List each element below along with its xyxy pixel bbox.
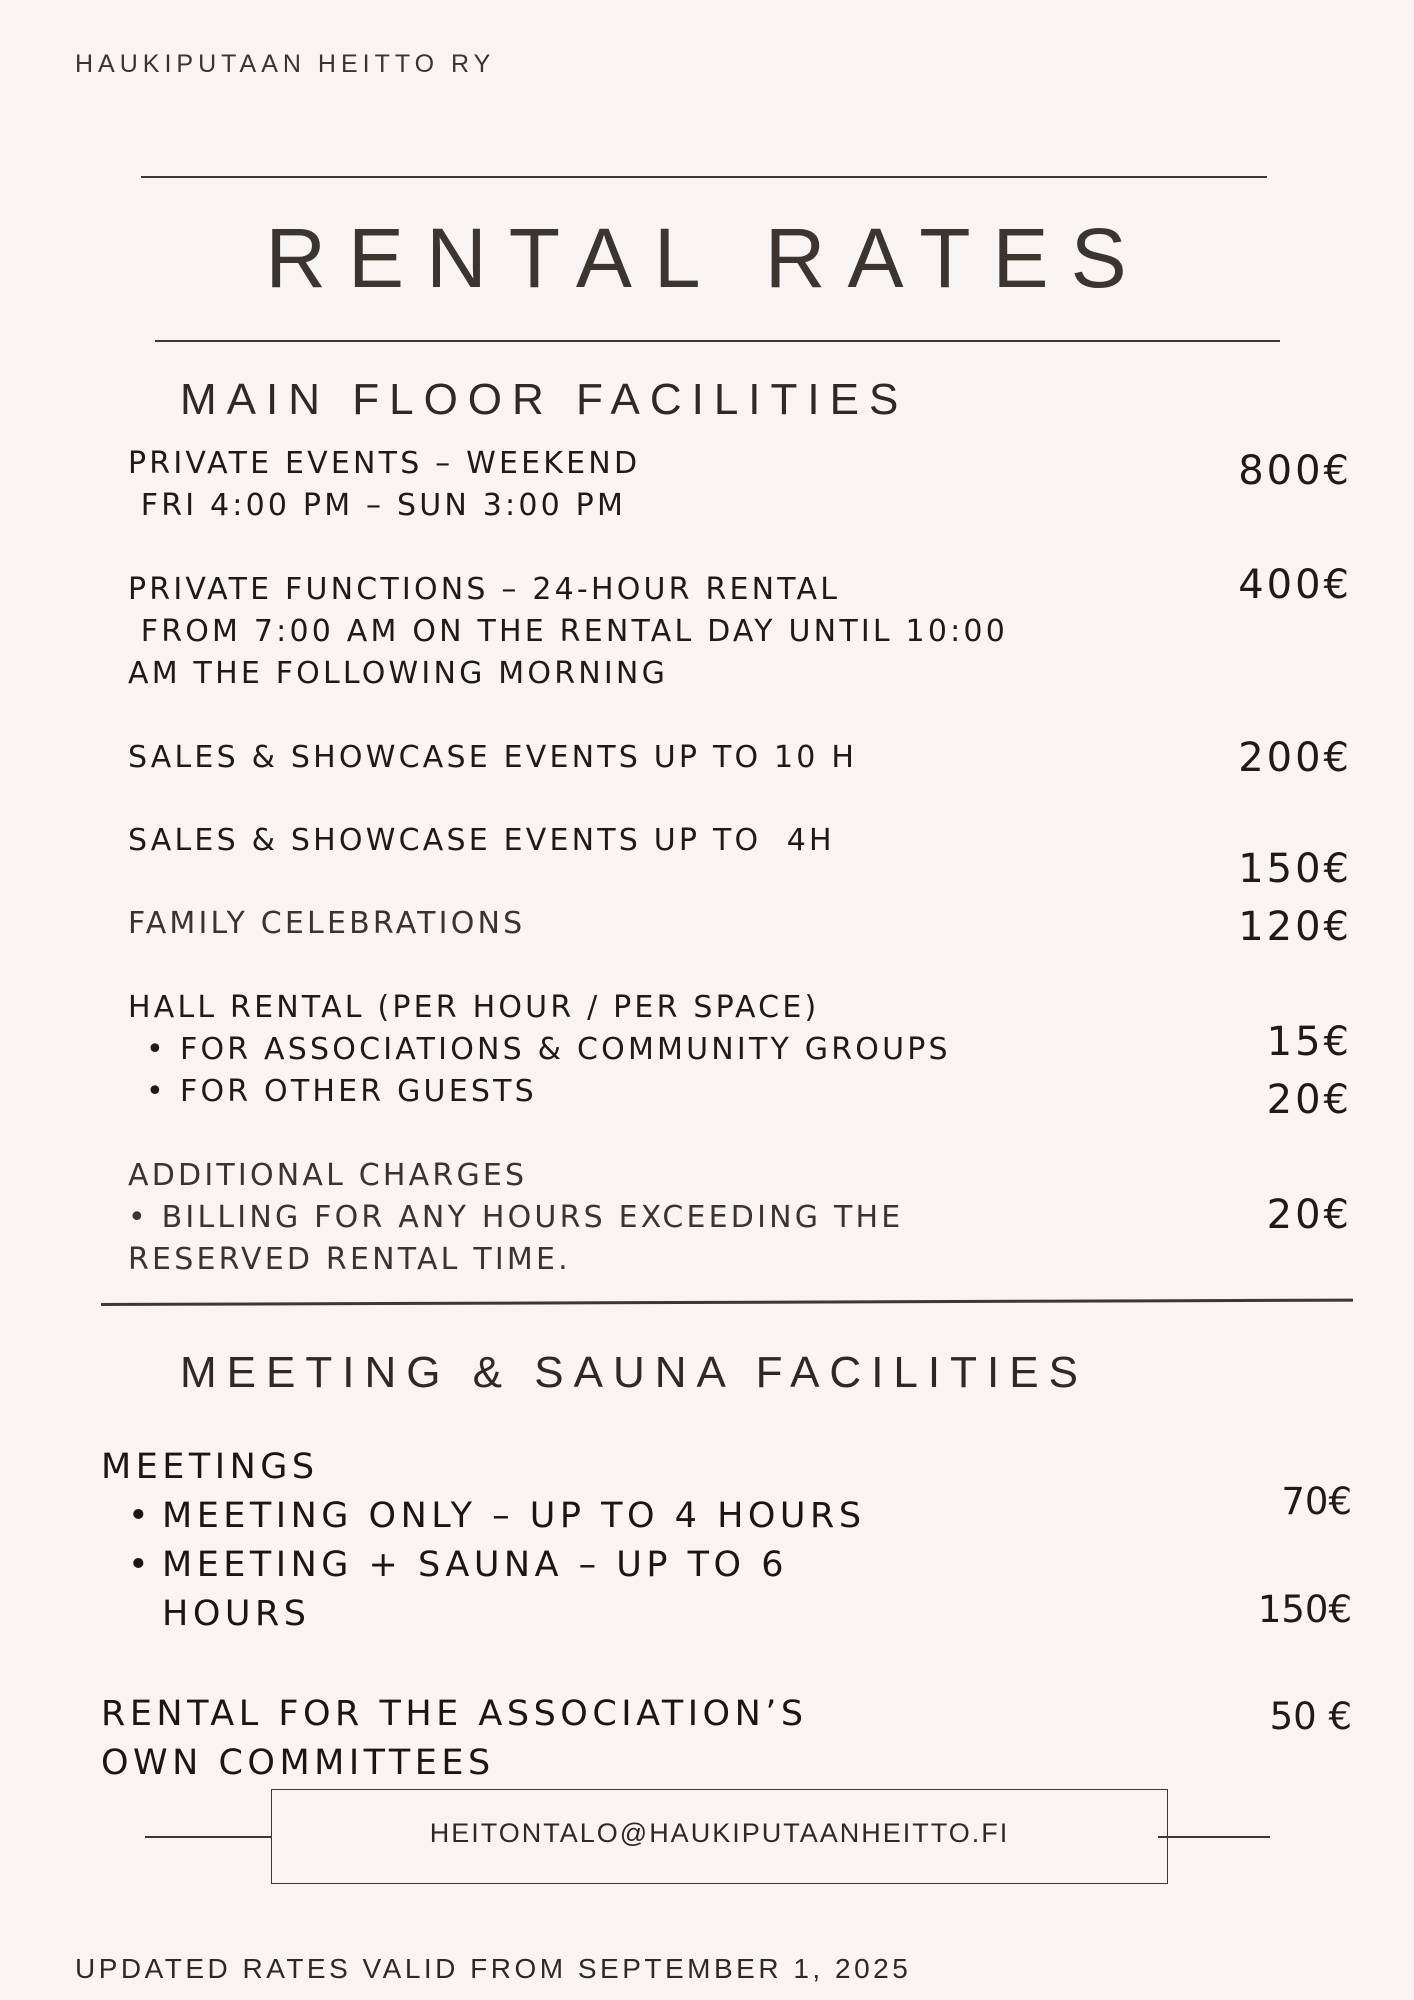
title-bottom-rule: [155, 340, 1280, 342]
additional-charges-line2: RESERVED RENTAL TIME.: [128, 1242, 571, 1277]
hall-assoc-price: 15€: [1266, 1019, 1352, 1065]
section-divider: [101, 1299, 1353, 1306]
page-title: RENTAL RATES: [265, 211, 1149, 305]
committees-price: 50 €: [1269, 1695, 1352, 1738]
meeting-sauna-price: 150€: [1257, 1588, 1352, 1631]
sales-4h-label: SALES & SHOWCASE EVENTS UP TO 4H: [128, 823, 835, 858]
committees-line1: RENTAL FOR THE ASSOCIATION’S: [101, 1694, 808, 1734]
validity-note: UPDATED RATES VALID FROM SEPTEMBER 1, 2025: [75, 1953, 912, 1984]
hall-other-bullet: •: [146, 1074, 167, 1109]
weekend-events-line2: FRI 4:00 PM – SUN 3:00 PM: [128, 488, 627, 523]
hall-assoc-label: FOR ASSOCIATIONS & COMMUNITY GROUPS: [180, 1032, 951, 1067]
sales-10h-price: 200€: [1238, 735, 1352, 781]
sales-10h-label: SALES & SHOWCASE EVENTS UP TO 10 H: [128, 740, 858, 775]
additional-charges-price: 20€: [1266, 1192, 1352, 1238]
additional-charges-label: ADDITIONAL CHARGES: [128, 1158, 528, 1193]
private-functions-line2: FROM 7:00 AM ON THE RENTAL DAY UNTIL 10:00: [128, 614, 1008, 649]
sales-4h-price: 150€: [1238, 846, 1352, 892]
hall-other-label: FOR OTHER GUESTS: [180, 1074, 537, 1109]
hall-assoc-bullet: •: [146, 1032, 167, 1067]
meetings-label: MEETINGS: [101, 1447, 319, 1487]
email-left-rule: [145, 1836, 271, 1838]
private-functions-line1: PRIVATE FUNCTIONS – 24-HOUR RENTAL: [128, 572, 841, 607]
contact-email[interactable]: HEITONTALO@HAUKIPUTAANHEITTO.FI: [429, 1818, 1010, 1848]
meeting-only-label: MEETING ONLY – UP TO 4 HOURS: [162, 1496, 866, 1536]
main-floor-heading: MAIN FLOOR FACILITIES: [180, 375, 909, 424]
private-functions-line3: AM THE FOLLOWING MORNING: [128, 656, 669, 691]
committees-line2: OWN COMMITTEES: [101, 1743, 495, 1783]
hall-rental-label: HALL RENTAL (PER HOUR / PER SPACE): [128, 990, 820, 1025]
family-celebrations-price: 120€: [1238, 904, 1352, 950]
meeting-only-price: 70€: [1281, 1480, 1352, 1523]
meeting-sauna-heading: MEETING & SAUNA FACILITIES: [180, 1348, 1088, 1397]
weekend-events-price: 800€: [1238, 448, 1352, 494]
meeting-only-bullet: •: [128, 1496, 154, 1536]
meeting-sauna-line2: HOURS: [162, 1594, 311, 1634]
family-celebrations-label: FAMILY CELEBRATIONS: [128, 906, 526, 941]
meeting-sauna-bullet: •: [128, 1545, 154, 1585]
title-top-rule: [141, 176, 1267, 178]
email-right-rule: [1158, 1836, 1270, 1838]
hall-other-price: 20€: [1266, 1077, 1352, 1123]
meeting-sauna-line1: MEETING + SAUNA – UP TO 6: [162, 1545, 788, 1585]
weekend-events-line1: PRIVATE EVENTS – WEEKEND: [128, 446, 641, 481]
private-functions-price: 400€: [1238, 562, 1352, 608]
organization-name: HAUKIPUTAAN HEITTO RY: [75, 50, 496, 78]
additional-charges-line1: • BILLING FOR ANY HOURS EXCEEDING THE: [128, 1200, 904, 1235]
